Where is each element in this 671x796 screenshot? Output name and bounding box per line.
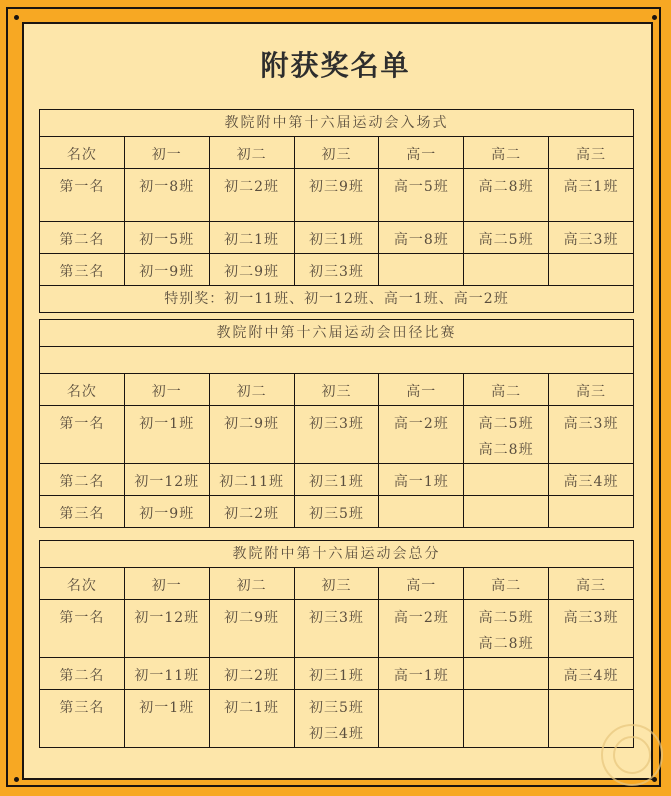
table-cell: 初三5班 — [294, 496, 379, 528]
header-cell: 高三 — [549, 137, 634, 169]
header-cell: 初三 — [294, 137, 379, 169]
table-cell — [464, 254, 549, 286]
table-cell — [464, 464, 549, 496]
table-row — [40, 169, 634, 222]
table-cell: 高二5班 高二8班 — [464, 600, 549, 658]
table-cell: 初二9班 — [209, 600, 294, 658]
table-cell: 初三1班 — [294, 464, 379, 496]
header-cell: 初二 — [209, 568, 294, 600]
table-cell: 高三4班 — [549, 464, 634, 496]
header-cell: 初一 — [124, 374, 209, 406]
header-cell: 高二 — [464, 568, 549, 600]
table-cell: 初二2班 — [209, 658, 294, 690]
table-cell: 高一8班 — [379, 222, 464, 254]
table-cell: 高三3班 — [549, 222, 634, 254]
header-cell: 初一 — [124, 568, 209, 600]
rank-cell: 第一名 — [40, 406, 125, 464]
header-cell: 高一 — [379, 568, 464, 600]
table-cell: 初一12班 — [124, 600, 209, 658]
table-cell — [464, 658, 549, 690]
table-cell: 初二9班 — [209, 254, 294, 286]
header-cell: 高三 — [549, 374, 634, 406]
table-cell: 初三3班 — [294, 254, 379, 286]
table-cell — [379, 254, 464, 286]
table-entrance-ceremony — [39, 109, 634, 313]
table-cell: 初二1班 — [209, 222, 294, 254]
header-cell: 初二 — [209, 137, 294, 169]
table-cell — [379, 496, 464, 528]
table-cell — [379, 690, 464, 748]
header-cell: 高二 — [464, 374, 549, 406]
empty-row — [40, 347, 634, 374]
table-cell: 初二2班 — [209, 169, 294, 222]
table-row — [40, 658, 634, 690]
table-cell: 高一1班 — [379, 658, 464, 690]
table-cell — [549, 496, 634, 528]
table-cell: 初一1班 — [124, 406, 209, 464]
header-cell: 名次 — [40, 137, 125, 169]
header-cell: 高二 — [464, 137, 549, 169]
rank-cell: 第三名 — [40, 496, 125, 528]
special-award-note: 特别奖：初一11班、初一12班、高一1班、高一2班 — [40, 286, 634, 313]
table-cell: 初三1班 — [294, 222, 379, 254]
table-cell: 高一5班 — [379, 169, 464, 222]
table-cell — [549, 254, 634, 286]
table-cell: 高三4班 — [549, 658, 634, 690]
rank-cell: 第二名 — [40, 658, 125, 690]
table-cell: 初一11班 — [124, 658, 209, 690]
table-cell — [464, 690, 549, 748]
header-cell: 初三 — [294, 568, 379, 600]
corner-dot — [652, 15, 657, 20]
table-cell: 初三5班 初三4班 — [294, 690, 379, 748]
watermark-seal-icon — [601, 724, 663, 786]
table-cell: 高三1班 — [549, 169, 634, 222]
table-cell: 初一9班 — [124, 254, 209, 286]
table-cell: 高一2班 — [379, 600, 464, 658]
table-cell: 高二5班 — [464, 222, 549, 254]
table-cell: 初三3班 — [294, 406, 379, 464]
table-total-score — [39, 540, 634, 748]
header-cell: 名次 — [40, 568, 125, 600]
table-track-and-field — [39, 319, 634, 528]
table-cell: 初一12班 — [124, 464, 209, 496]
table-cell: 高二8班 — [464, 169, 549, 222]
corner-dot — [14, 15, 19, 20]
rank-cell: 第三名 — [40, 690, 125, 748]
rank-cell: 第一名 — [40, 600, 125, 658]
table-caption: 教院附中第十六届运动会入场式 — [40, 110, 634, 137]
table-row — [40, 496, 634, 528]
table-cell: 初二2班 — [209, 496, 294, 528]
table-cell: 高三3班 — [549, 600, 634, 658]
rank-cell: 第一名 — [40, 169, 125, 222]
table-cell: 初三3班 — [294, 600, 379, 658]
table-cell: 高一2班 — [379, 406, 464, 464]
rank-cell: 第三名 — [40, 254, 125, 286]
table-caption: 教院附中第十六届运动会田径比赛 — [40, 320, 634, 347]
table-row — [40, 222, 634, 254]
header-cell: 高一 — [379, 374, 464, 406]
rank-cell: 第二名 — [40, 222, 125, 254]
table-cell: 高二5班 高二8班 — [464, 406, 549, 464]
rank-cell: 第二名 — [40, 464, 125, 496]
table-row — [40, 690, 634, 748]
table-cell: 高一1班 — [379, 464, 464, 496]
corner-dot — [14, 777, 19, 782]
table-cell: 初二11班 — [209, 464, 294, 496]
table-row — [40, 464, 634, 496]
table-cell: 初二1班 — [209, 690, 294, 748]
table-cell: 初三1班 — [294, 658, 379, 690]
table-cell: 初三9班 — [294, 169, 379, 222]
table-row — [40, 254, 634, 286]
header-cell: 高三 — [549, 568, 634, 600]
table-cell: 初一8班 — [124, 169, 209, 222]
header-cell: 初三 — [294, 374, 379, 406]
header-cell: 高一 — [379, 137, 464, 169]
header-cell: 名次 — [40, 374, 125, 406]
table-cell: 初一9班 — [124, 496, 209, 528]
header-cell: 初一 — [124, 137, 209, 169]
table-cell — [464, 496, 549, 528]
table-caption: 教院附中第十六届运动会总分 — [40, 541, 634, 568]
table-row — [40, 600, 634, 658]
page-title: 附获奖名单 — [260, 49, 411, 82]
table-cell: 初二9班 — [209, 406, 294, 464]
table-row — [40, 406, 634, 464]
table-cell: 高三3班 — [549, 406, 634, 464]
table-cell: 初一5班 — [124, 222, 209, 254]
table-cell: 初一1班 — [124, 690, 209, 748]
header-cell: 初二 — [209, 374, 294, 406]
